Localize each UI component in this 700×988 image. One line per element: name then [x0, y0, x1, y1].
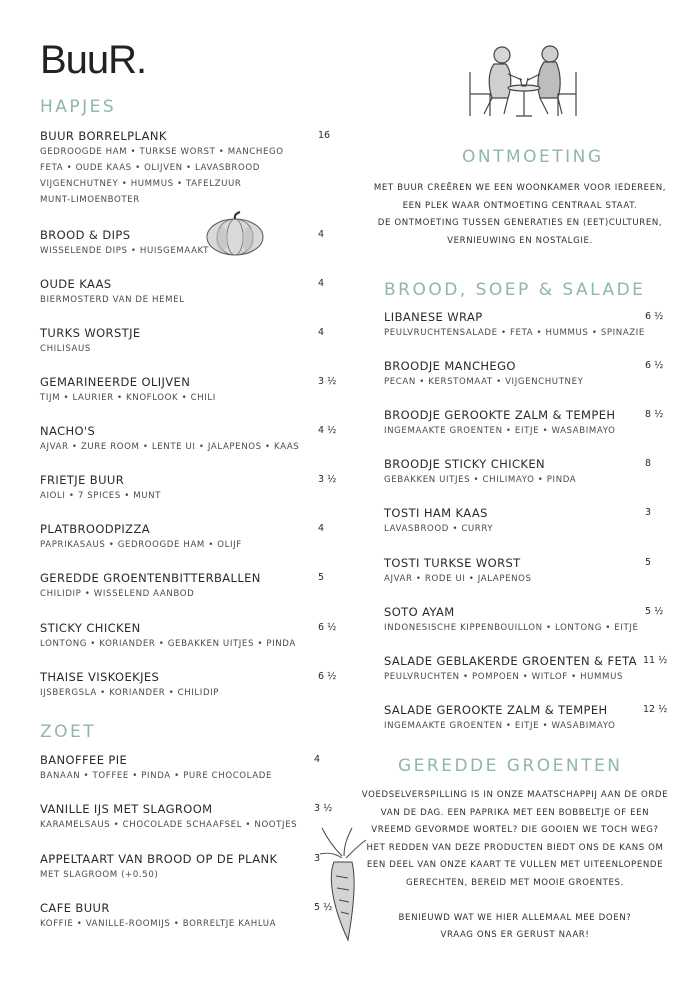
item-name: BUUR BORRELPLANK	[40, 129, 167, 143]
item-desc: LAVASBROOD • CURRY	[384, 524, 494, 534]
pumpkin-illustration	[204, 211, 266, 257]
section-title-zoet: ZOET	[40, 722, 97, 742]
menu-item	[384, 456, 576, 488]
item-name: GEMARINEERDE OLIJVEN	[40, 375, 191, 389]
text-line: EEN PLEK WAAR ONTMOETING CENTRAAL STAAT.	[402, 200, 638, 211]
item-desc: PAPRIKASAUS • GEDROOGDE HAM • OLIJF	[40, 540, 242, 550]
menu-item	[40, 900, 276, 932]
item-desc: INDONESISCHE KIPPENBOUILLON • LONTONG • EITJE	[384, 623, 639, 633]
ontmoeting-text	[360, 180, 680, 250]
item-desc: KARAMELSAUS • CHOCOLADE SCHAAFSEL • NOOTJES	[40, 820, 298, 830]
item-name: NACHO'S	[40, 424, 96, 438]
section-title-hapjes: HAPJES	[40, 97, 117, 117]
menu-item	[384, 604, 638, 636]
item-name: SALADE GEROOKTE ZALM & TEMPEH	[384, 703, 608, 717]
item-price: 3	[314, 853, 321, 864]
menu-item	[40, 521, 242, 553]
text-line: VERNIEUWING EN NOSTALGIE.	[447, 235, 593, 246]
item-name: BROODJE MANCHEGO	[384, 359, 516, 373]
menu-item	[40, 620, 296, 652]
item-desc: GEDROOGDE HAM • TURKSE WORST • MANCHEGO	[40, 147, 284, 157]
item-price: 5	[645, 557, 652, 568]
item-price: 5	[318, 572, 325, 583]
item-desc: VIJGENCHUTNEY • HUMMUS • TAFELZUUR	[40, 179, 242, 189]
item-name: STICKY CHICKEN	[40, 621, 141, 635]
text-line: BENIEUWD WAT WE HIER ALLEMAAL MEE DOEN?	[398, 912, 632, 923]
item-price: 4	[318, 327, 325, 338]
menu-item	[40, 276, 185, 308]
item-name: THAISE VISKOEKJES	[40, 670, 160, 684]
item-price: 4	[314, 754, 321, 765]
menu-item	[40, 570, 261, 602]
menu-item	[40, 851, 277, 883]
item-price: 4 ½	[318, 425, 337, 436]
item-name: BANOFFEE PIE	[40, 753, 128, 767]
item-name: CAFE BUUR	[40, 901, 110, 915]
item-name: TURKS WORSTJE	[40, 326, 141, 340]
item-desc: IJSBERGSLA • KORIANDER • CHILIDIP	[40, 688, 220, 698]
item-price: 12 ½	[643, 704, 668, 715]
item-desc: PEULVRUCHTENSALADE • FETA • HUMMUS • SPINAZIE	[384, 328, 645, 338]
menu-item	[384, 702, 615, 734]
item-desc: KOFFIE • VANILLE-ROOMIJS • BORRELTJE KAHLUA	[40, 919, 277, 929]
section-title-groenten: GEREDDE GROENTEN	[398, 756, 623, 776]
menu-item	[40, 128, 284, 208]
section-title-brood: BROOD, SOEP & SALADE	[384, 280, 646, 300]
item-price: 5 ½	[645, 606, 664, 617]
item-name: LIBANESE WRAP	[384, 310, 483, 324]
item-price: 3 ½	[318, 376, 337, 387]
menu-item	[384, 505, 493, 537]
item-desc: AJVAR • ZURE ROOM • LENTE UI • JALAPENOS • KAAS	[40, 442, 300, 452]
item-desc: AJVAR • RODE UI • JALAPENOS	[384, 574, 532, 584]
text-line: MET BUUR CREËREN WE EEN WOONKAMER VOOR IEDEREEN,	[373, 183, 667, 193]
item-price: 3 ½	[314, 803, 333, 814]
item-price: 4	[318, 229, 325, 240]
item-desc: BANAAN • TOFFEE • PINDA • PURE CHOCOLADE	[40, 771, 272, 781]
item-price: 4	[318, 278, 325, 289]
item-name: BROOD & DIPS	[40, 228, 131, 242]
item-price: 6 ½	[645, 311, 664, 322]
text-line	[350, 892, 680, 910]
menu-item	[40, 423, 299, 455]
menu-item	[40, 801, 297, 833]
item-desc: INGEMAAKTE GROENTEN • EITJE • WASABIMAYO	[384, 426, 616, 436]
item-name: VANILLE IJS MET SLAGROOM	[40, 802, 213, 816]
logo: BuuR.	[40, 38, 147, 82]
people-at-table-illustration	[464, 42, 584, 120]
item-desc: FETA • OUDE KAAS • OLIJVEN • LAVASBROOD	[40, 163, 260, 173]
carrot-illustration	[318, 826, 370, 944]
item-price: 3 ½	[318, 474, 337, 485]
item-price: 6 ½	[645, 360, 664, 371]
item-desc: GEBAKKEN UITJES • CHILIMAYO • PINDA	[384, 475, 577, 485]
item-desc: LONTONG • KORIANDER • GEBAKKEN UITJES • PINDA	[40, 639, 296, 649]
item-name: GEREDDE GROENTENBITTERBALLEN	[40, 571, 261, 585]
menu-item	[40, 227, 209, 259]
menu-item	[40, 472, 161, 504]
item-price: 5 ½	[314, 902, 333, 913]
section-title-ontmoeting: ONTMOETING	[462, 147, 604, 167]
item-desc: CHILISAUS	[40, 344, 91, 354]
menu-item	[40, 374, 216, 406]
menu-item	[384, 309, 645, 341]
item-desc: CHILIDIP • WISSELEND AANBOD	[40, 589, 195, 599]
item-name: APPELTAART VAN BROOD OP DE PLANK	[40, 852, 278, 866]
item-price: 16	[318, 130, 331, 141]
menu-item	[40, 669, 219, 701]
item-desc: MUNT-LIMOENBOTER	[40, 195, 140, 205]
item-price: 6 ½	[318, 622, 337, 633]
item-name: PLATBROODPIZZA	[40, 522, 150, 536]
item-desc: WISSELENDE DIPS • HUISGEMAAKT	[40, 246, 209, 256]
item-name: BROODJE GEROOKTE ZALM & TEMPEH	[384, 408, 616, 422]
menu-item	[384, 407, 615, 439]
menu-item	[384, 653, 637, 685]
item-name: BROODJE STICKY CHICKEN	[384, 457, 546, 471]
item-name: SOTO AYAM	[384, 605, 455, 619]
item-price: 8 ½	[645, 409, 664, 420]
item-desc: PECAN • KERSTOMAAT • VIJGENCHUTNEY	[384, 377, 584, 387]
item-name: TOSTI TURKSE WORST	[384, 556, 521, 570]
text-line: VREEMD GEVORMDE WORTEL? DIE GOOIEN WE TOCH WEG?	[371, 825, 659, 835]
item-name: TOSTI HAM KAAS	[384, 506, 488, 520]
item-price: 8	[645, 458, 652, 469]
text-line: VAN DE DAG. EEN PAPRIKA MET EEN BOBBELTJE OF EEN	[380, 807, 650, 818]
item-price: 3	[645, 507, 652, 518]
item-desc: TIJM • LAURIER • KNOFLOOK • CHILI	[40, 393, 216, 403]
item-price: 6 ½	[318, 671, 337, 682]
item-name: FRIETJE BUUR	[40, 473, 125, 487]
item-price: 11 ½	[643, 655, 668, 666]
menu-item	[384, 555, 532, 587]
text-line: VRAAG ONS ER GERUST NAAR!	[440, 930, 590, 940]
item-desc: INGEMAAKTE GROENTEN • EITJE • WASABIMAYO	[384, 721, 616, 731]
menu-item	[384, 358, 583, 390]
item-desc: PEULVRUCHTEN • POMPOEN • WITLOF • HUMMUS	[384, 672, 624, 682]
text-line: GERECHTEN, BEREID MET MOOIE GROENTES.	[406, 877, 624, 888]
text-line: EEN DEEL VAN ONZE KAART TE VULLEN MET UITEENLOPENDE	[366, 860, 664, 870]
item-price: 4	[318, 523, 325, 534]
item-desc: BIERMOSTERD VAN DE HEMEL	[40, 295, 185, 305]
groenten-text	[350, 787, 680, 945]
item-name: SALADE GEBLAKERDE GROENTEN & FETA	[384, 654, 637, 668]
text-line: HET REDDEN VAN DEZE PRODUCTEN BIEDT ONS DE KANS OM	[366, 842, 664, 853]
text-line: DE ONTMOETING TUSSEN GENERATIES EN (EET)CULTUREN,	[377, 218, 663, 228]
menu-item	[40, 325, 141, 357]
text-line: VOEDSELVERSPILLING IS IN ONZE MAATSCHAPPIJ AAN DE ORDE	[361, 790, 669, 800]
item-name: OUDE KAAS	[40, 277, 112, 291]
menu-item	[40, 752, 272, 784]
item-desc: MET SLAGROOM (+0.50)	[40, 870, 159, 880]
item-desc: AIOLI • 7 SPICES • MUNT	[40, 491, 162, 501]
